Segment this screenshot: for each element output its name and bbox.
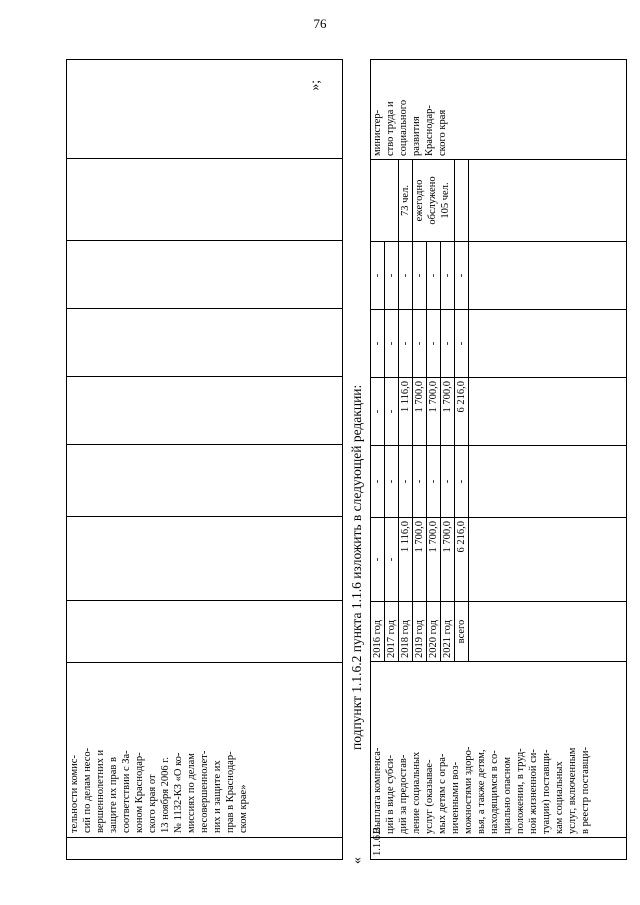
empty-cell: [469, 446, 627, 518]
item-1-1-6-2-table: [370, 59, 627, 860]
local-cell: -: [385, 310, 399, 378]
empty-cell: [67, 60, 343, 159]
executor-line: ского края: [437, 109, 448, 156]
description-line: ниченными воз-: [450, 761, 461, 834]
total-label-cell: всего: [455, 602, 469, 662]
item-number: 1.1.6.2: [371, 838, 627, 860]
description-line: соответствии с За-: [121, 750, 132, 833]
description-line: ление социальных: [411, 751, 422, 834]
description-line: находящимся в со-: [489, 750, 500, 834]
federal-cell: -: [371, 446, 385, 518]
closing-mark: »;: [307, 80, 322, 91]
total-cell: 1 116,0: [399, 518, 413, 602]
description-line: № 1132-КЗ «О ко-: [173, 752, 184, 833]
description-line: ной жизненной си-: [528, 749, 539, 834]
other-cell: -: [441, 242, 455, 310]
year-cell: 2021 год: [441, 602, 455, 662]
other-cell: -: [371, 242, 385, 310]
regional-cell: -: [385, 378, 399, 446]
federal-cell: -: [385, 446, 399, 518]
empty-cell: [67, 241, 343, 309]
regional-cell: 1 116,0: [399, 378, 413, 446]
federal-cell: -: [427, 446, 441, 518]
executor-line: министер-: [372, 109, 383, 156]
empty-cell: [469, 160, 627, 242]
empty-cell: [67, 517, 343, 601]
federal-cell: -: [455, 446, 469, 518]
total-cell: -: [385, 518, 399, 602]
federal-cell: -: [413, 446, 427, 518]
description-line: тельности комис-: [69, 755, 80, 833]
description-line: вершеннолетних и: [95, 749, 106, 833]
description-line: положении, в труд-: [515, 748, 526, 834]
regional-cell: 6 216,0: [455, 378, 469, 446]
description-line: них и защите их: [212, 760, 223, 833]
empty-cell: [469, 242, 627, 310]
executor-line: Краснодар-: [424, 105, 435, 156]
executor-line: социального: [398, 99, 409, 156]
page-number: 76: [313, 16, 327, 31]
description-line: можностями здоро-: [463, 746, 474, 834]
other-cell: -: [385, 242, 399, 310]
local-cell: -: [399, 310, 413, 378]
local-cell: -: [427, 310, 441, 378]
description-line: несовершеннолет-: [199, 750, 210, 833]
description-line: прав в Краснодар-: [225, 751, 236, 833]
year-cell: 2018 год: [399, 602, 413, 662]
empty-cell: [67, 309, 343, 377]
executor-line: ство труда и: [385, 101, 396, 156]
item-description: [371, 662, 627, 838]
description-line: дий за предостав-: [398, 754, 409, 834]
opening-quote: «: [349, 857, 364, 864]
description-line: защите их прав в: [108, 757, 119, 833]
federal-cell: -: [399, 446, 413, 518]
regional-cell: 1 700,0: [413, 378, 427, 446]
local-cell: -: [413, 310, 427, 378]
regional-cell: 1 700,0: [427, 378, 441, 446]
description-line: ском крае»: [238, 784, 249, 833]
rotated-document-body: [66, 10, 626, 864]
local-cell: -: [441, 310, 455, 378]
year-cell: 2017 год: [385, 602, 399, 662]
result-line: 105 чел.: [440, 182, 451, 219]
result-line: обслужено: [427, 176, 438, 225]
result-cell: [455, 160, 469, 242]
empty-cell: [469, 310, 627, 378]
other-cell: -: [399, 242, 413, 310]
description-line: услуг, включенным: [567, 747, 578, 834]
previous-item-description: [67, 663, 343, 838]
empty-cell: [67, 601, 343, 663]
local-cell: -: [371, 310, 385, 378]
previous-item-table: [66, 59, 343, 860]
description-line: коном Краснодар-: [134, 752, 145, 833]
description-line: ций в виде субси-: [385, 754, 396, 834]
description-line: сий по делам несо-: [82, 747, 93, 833]
result-cell: 73 чел.: [399, 160, 413, 242]
result-cell: [371, 160, 399, 242]
description-line: ского края от: [147, 774, 158, 833]
description-line: циально опасном: [502, 756, 513, 834]
regional-cell: 1 700,0: [441, 378, 455, 446]
description-line: 13 ноября 2006 г.: [160, 756, 171, 833]
description-line: услуг (оказывае-: [424, 759, 435, 834]
empty-cell: [469, 518, 627, 602]
year-cell: 2019 год: [413, 602, 427, 662]
other-cell: -: [413, 242, 427, 310]
result-line: ежегодно: [414, 179, 425, 222]
amendment-instruction: [307, 60, 368, 864]
description-line: вья, а также детям,: [476, 749, 487, 834]
executor-cell: [371, 60, 627, 160]
total-cell: 6 216,0: [455, 518, 469, 602]
empty-cell: [67, 377, 343, 445]
empty-cell: [67, 445, 343, 517]
description-line: в реестр поставщи-: [580, 747, 591, 834]
instruction-text: подпункт 1.1.6.2 пункта 1.1.6 изложить в следующей редакции:: [349, 384, 364, 750]
annual-result-cell: [413, 160, 455, 242]
total-cell: 1 700,0: [427, 518, 441, 602]
federal-cell: -: [441, 446, 455, 518]
description-line: кам социальных: [554, 761, 565, 834]
empty-cell: [469, 378, 627, 446]
total-cell: 1 700,0: [441, 518, 455, 602]
local-cell: -: [455, 310, 469, 378]
description-line: миссиях по делам: [186, 753, 197, 833]
empty-year-cell: [469, 602, 627, 662]
total-cell: 1 700,0: [413, 518, 427, 602]
other-cell: -: [455, 242, 469, 310]
other-cell: -: [427, 242, 441, 310]
total-cell: -: [371, 518, 385, 602]
year-cell: 2016 год: [371, 602, 385, 662]
regional-cell: -: [371, 378, 385, 446]
description-line: мых детям с огра-: [437, 753, 448, 834]
description-line: Выплата компенса-: [372, 747, 383, 834]
empty-number-cell: [67, 838, 343, 860]
executor-line: развития: [411, 116, 422, 156]
description-line: туации) поставщи-: [541, 749, 552, 834]
year-cell: 2020 год: [427, 602, 441, 662]
empty-cell: [67, 159, 343, 241]
